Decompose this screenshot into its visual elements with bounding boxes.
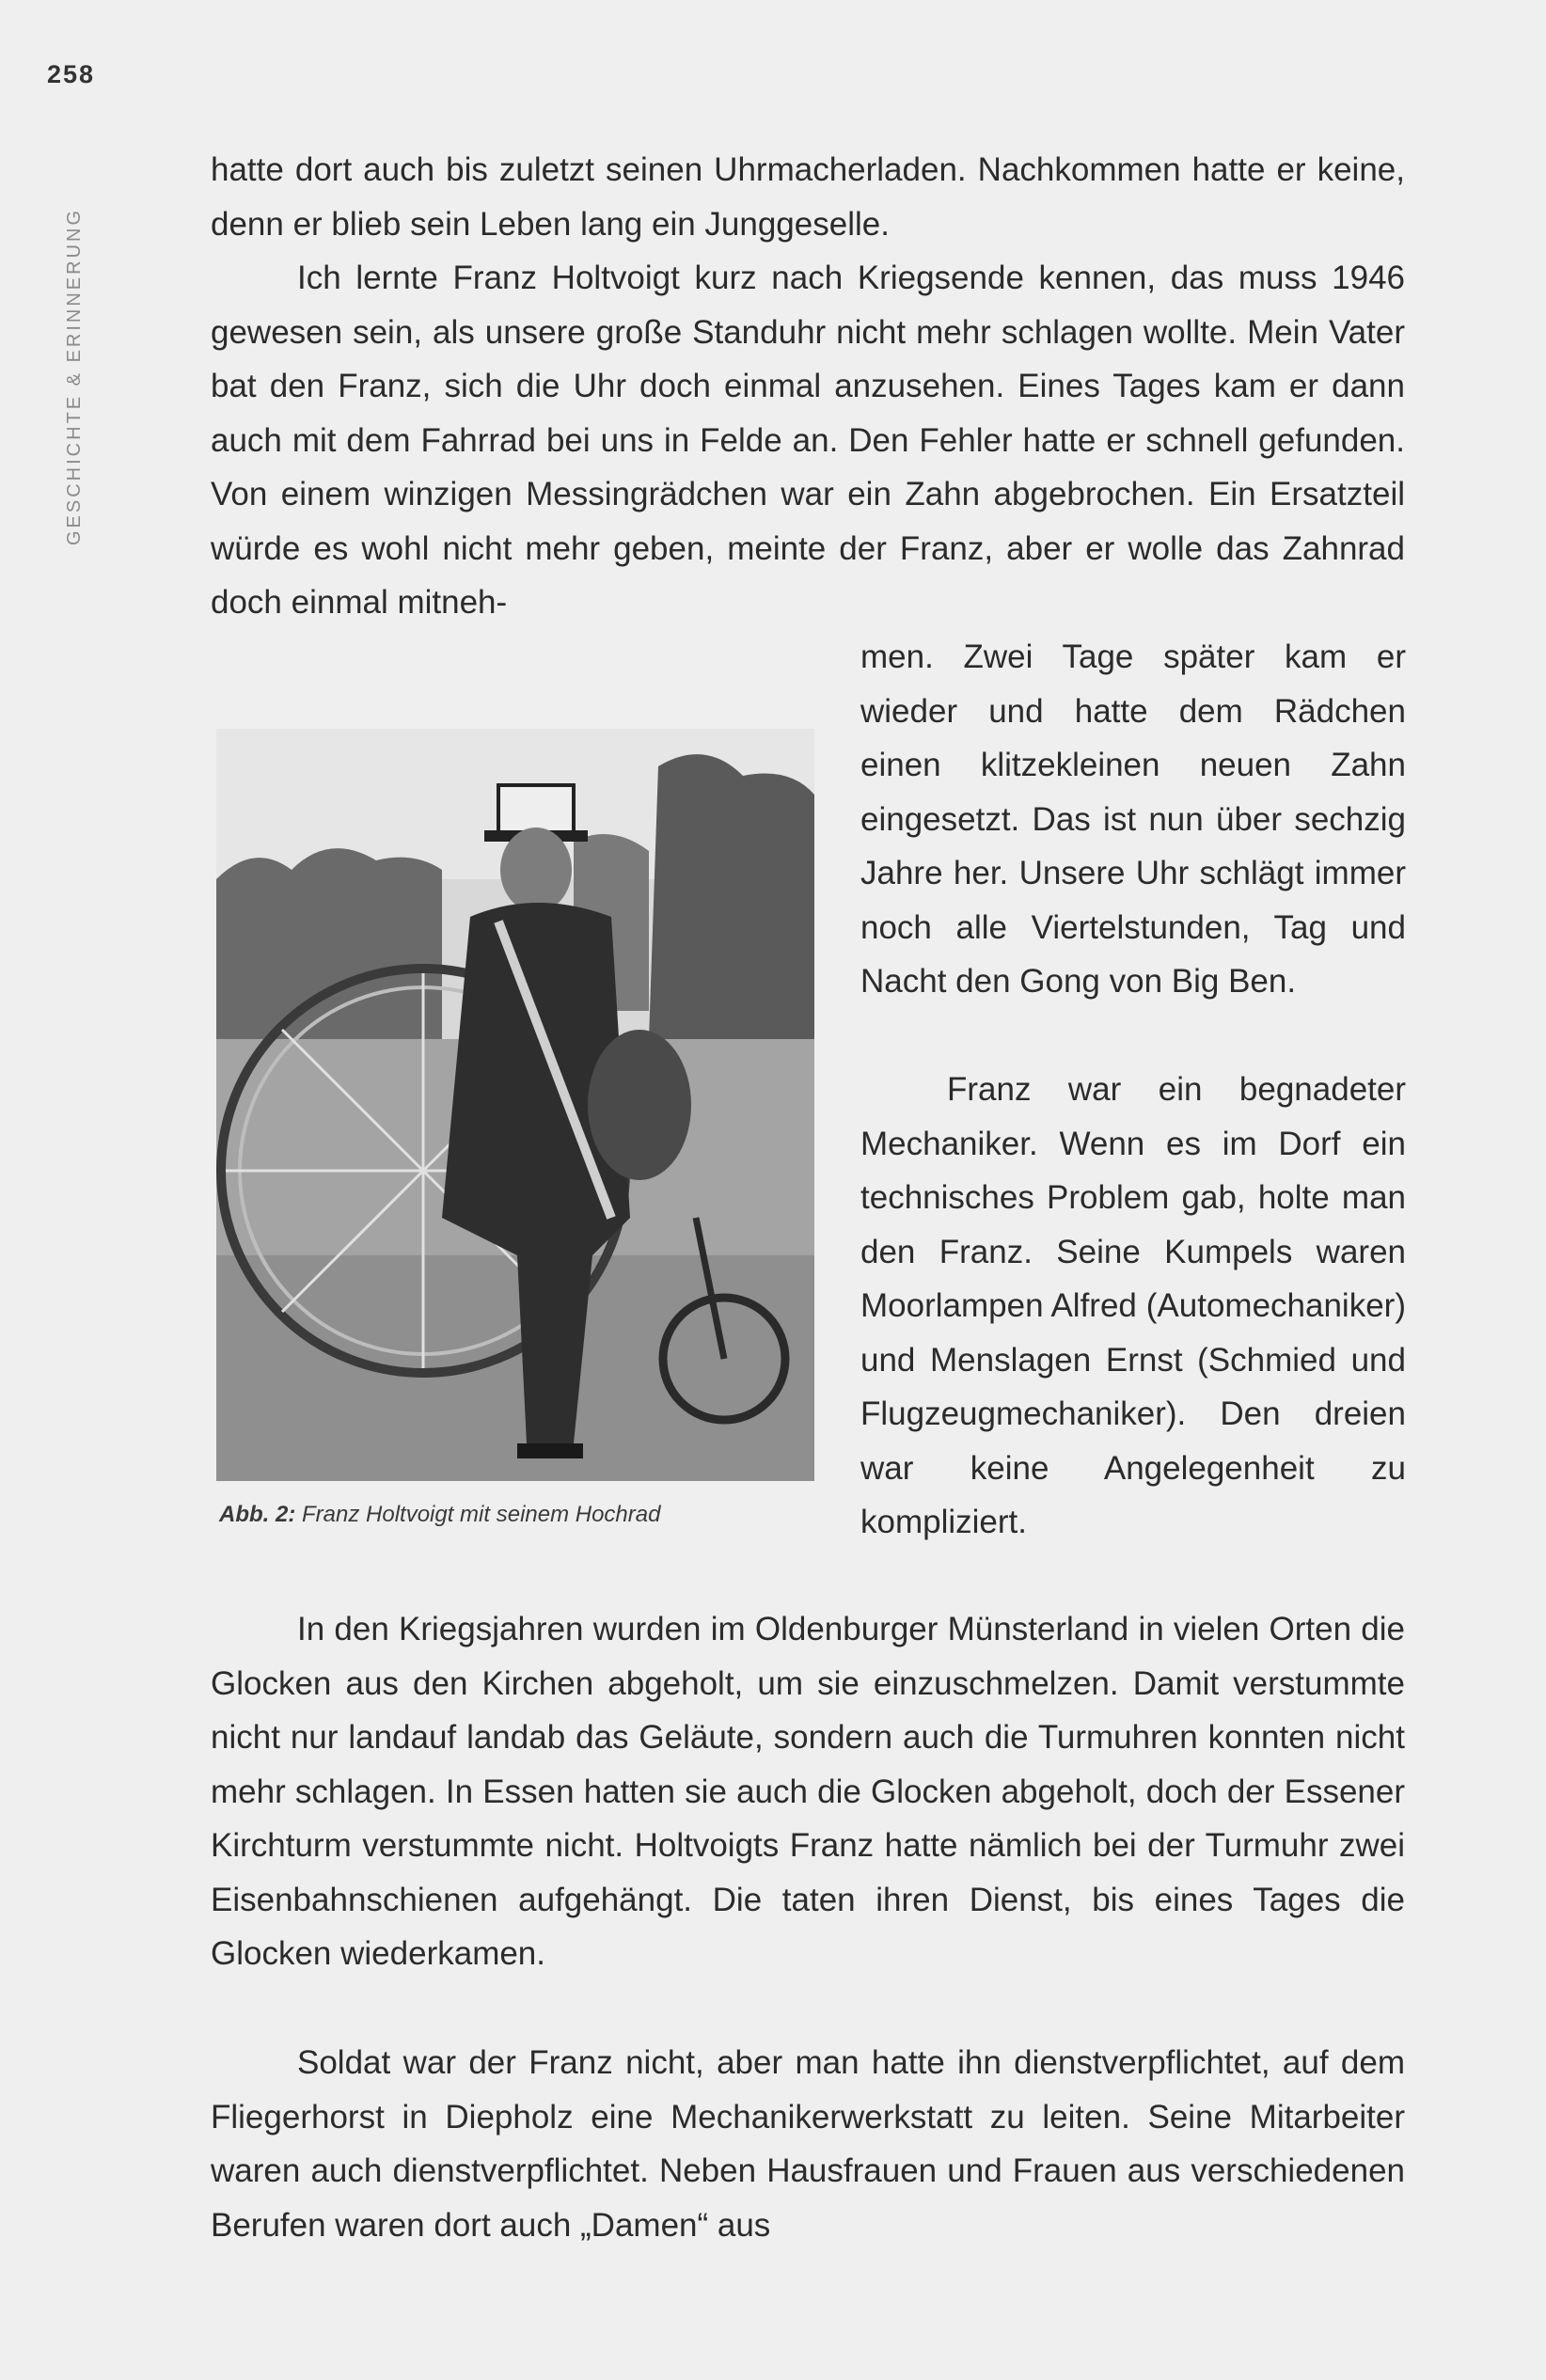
photo-penny-farthing — [216, 729, 814, 1481]
paragraph-2-continued: men. Zwei Tage später kam er wieder und hatte dem Rädchen einen klitzekleinen neuen Zahn eingesetzt. Das ist nun über sechzig Jahre her. Unsere Uhr schlägt immer noch alle Viertelstunden, Tag und Nacht den Gong von Big Ben. — [860, 638, 1406, 1000]
paragraph-3 — [860, 1063, 1406, 1550]
figure-caption — [219, 1502, 660, 1528]
photo-illustration — [216, 729, 814, 1481]
paragraph-3-text: Franz war ein begnadeter Mechaniker. Wenn es im Dorf ein technisches Problem gab, holte man den Franz. Seine Kumpels waren Moorlampen Alfred (Automechaniker) und Menslagen Ernst (Schmied und Flugzeugmechaniker). Den dreien war keine Angelegenheit zu kompliziert. — [860, 1071, 1406, 1540]
running-head: GESCHICHTE & ERINNERUNG — [64, 207, 85, 545]
paragraph-5-text: Soldat war der Franz nicht, aber man hatte ihn dienstverpflichtet, auf dem Fliegerhorst in Diepholz eine Mechanikerwerkstatt zu leiten. Seine Mitarbeiter waren auch dienstverpflichtet. Neben Hausfrauen und Frauen aus verschiedenen Berufen waren dort auch „Damen“ aus — [211, 2044, 1405, 2244]
paragraph-4-text: In den Kriegsjahren wurden im Oldenburger Münsterland in vielen Orten die Glocken aus den Kirchen abgeholt, um sie einzuschmelzen. Damit verstummte nicht nur landauf landab das Geläute, sondern auch die Turmuhren konnten nicht mehr schlagen. In Essen hatten sie auch die Glocken abgeholt, doch der Essener Kirchturm verstummte nicht. Holtvoigts Franz hatte nämlich bei der Turmuhr zwei Eisenbahnschienen aufgehängt. Die taten ihren Dienst, bis eines Tages die Glocken wiederkamen. — [211, 1611, 1405, 1972]
caption-label: Abb. 2: — [219, 1502, 296, 1527]
paragraph-1: hatte dort auch bis zuletzt seinen Uhrmacherladen. Nachkommen hatte er keine, denn er blieb sein Leben lang ein Junggeselle. — [211, 151, 1405, 243]
paragraph-4 — [211, 1602, 1405, 1981]
paragraph-2 — [211, 251, 1405, 630]
caption-text: Franz Holtvoigt mit seinem Hochrad — [302, 1502, 661, 1527]
page-number: 258 — [47, 60, 96, 88]
paragraph-2-text: Ich lernte Franz Holtvoigt kurz nach Kriegsende kennen, das muss 1946 gewesen sein, als unsere große Standuhr nicht mehr schlagen wollte. Mein Vater bat den Franz, sich die Uhr doch einmal anzusehen. Eines Tages kam er dann auch mit dem Fahrrad bei uns in Felde an. Den Fehler hatte er schnell gefunden. Von einem winzigen Messingrädchen war ein Zahn abgebrochen. Ein Ersatzteil würde es wohl nicht mehr geben, meinte der Franz, aber er wolle das Zahnrad doch einmal mitneh- — [211, 260, 1405, 621]
paragraph-5 — [211, 2036, 1405, 2252]
